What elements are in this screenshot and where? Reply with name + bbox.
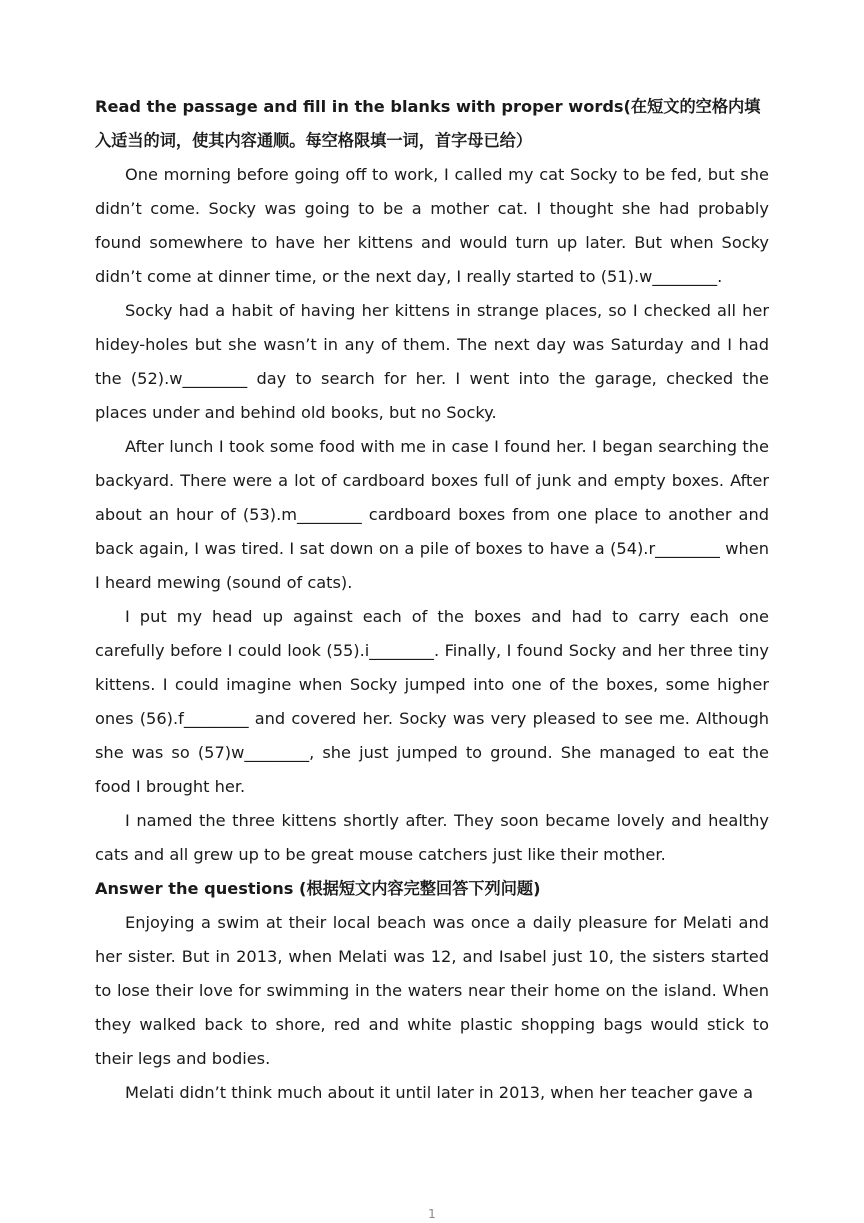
section-heading-answer-questions: Answer the questions (根据短文内容完整回答下列问题) (95, 879, 541, 898)
passage-paragraph-3: After lunch I took some food with me in case I found her. I began searching the backyard. There were a lot of cardboard boxes full of junk and empty boxes. After about an hour of (53).m________ cardboard boxes from one place to another and back again, I was tired. I sat down on a pile of boxes to have a (54).r________ when I heard mewing (sound of cats). (95, 437, 769, 592)
passage-paragraph-1: One morning before going off to work, I called my cat Socky to be fed, but she didn’t come. Socky was going to be a mother cat. I thought she had probably found somewhere to have her kittens and would turn up later. But when Socky didn’t come at dinner time, or the next day, I really started to (51).w________. (95, 165, 769, 286)
document-page (95, 90, 769, 1110)
passage-paragraph-2: Socky had a habit of having her kittens in strange places, so I checked all her hidey-holes but she wasn’t in any of them. The next day was Saturday and I had the (52).w________ day to search for her. I went into the garage, checked the places under and behind old books, but no Socky. (95, 301, 769, 422)
section-heading-fill-blanks: Read the passage and fill in the blanks with proper words(在短文的空格内填入适当的词，使其内容通顺。每空格限填一词，首字母已给） (95, 97, 761, 150)
passage-paragraph-4: I put my head up against each of the boxes and had to carry each one carefully before I could look (55).i________. Finally, I found Socky and her three tiny kittens. I could imagine when Socky jumped into one of the boxes, some higher ones (56).f________ and covered her. Socky was very pleased to see me. Although she was so (57)w________, she just jumped to ground. She managed to eat the food I brought her. (95, 607, 769, 796)
passage-paragraph-5: I named the three kittens shortly after. They soon became lovely and healthy cats and all grew up to be great mouse catchers just like their mother. (95, 811, 769, 864)
page-number: 1 (428, 1207, 436, 1221)
reading-paragraph-2: Melati didn’t think much about it until later in 2013, when her teacher gave a (125, 1083, 754, 1102)
reading-paragraph-1: Enjoying a swim at their local beach was once a daily pleasure for Melati and her sister. But in 2013, when Melati was 12, and Isabel just 10, the sisters started to lose their love for swimming in the waters near their home on the island. When they walked back to shore, red and white plastic shopping bags would stick to their legs and bodies. (95, 913, 769, 1068)
